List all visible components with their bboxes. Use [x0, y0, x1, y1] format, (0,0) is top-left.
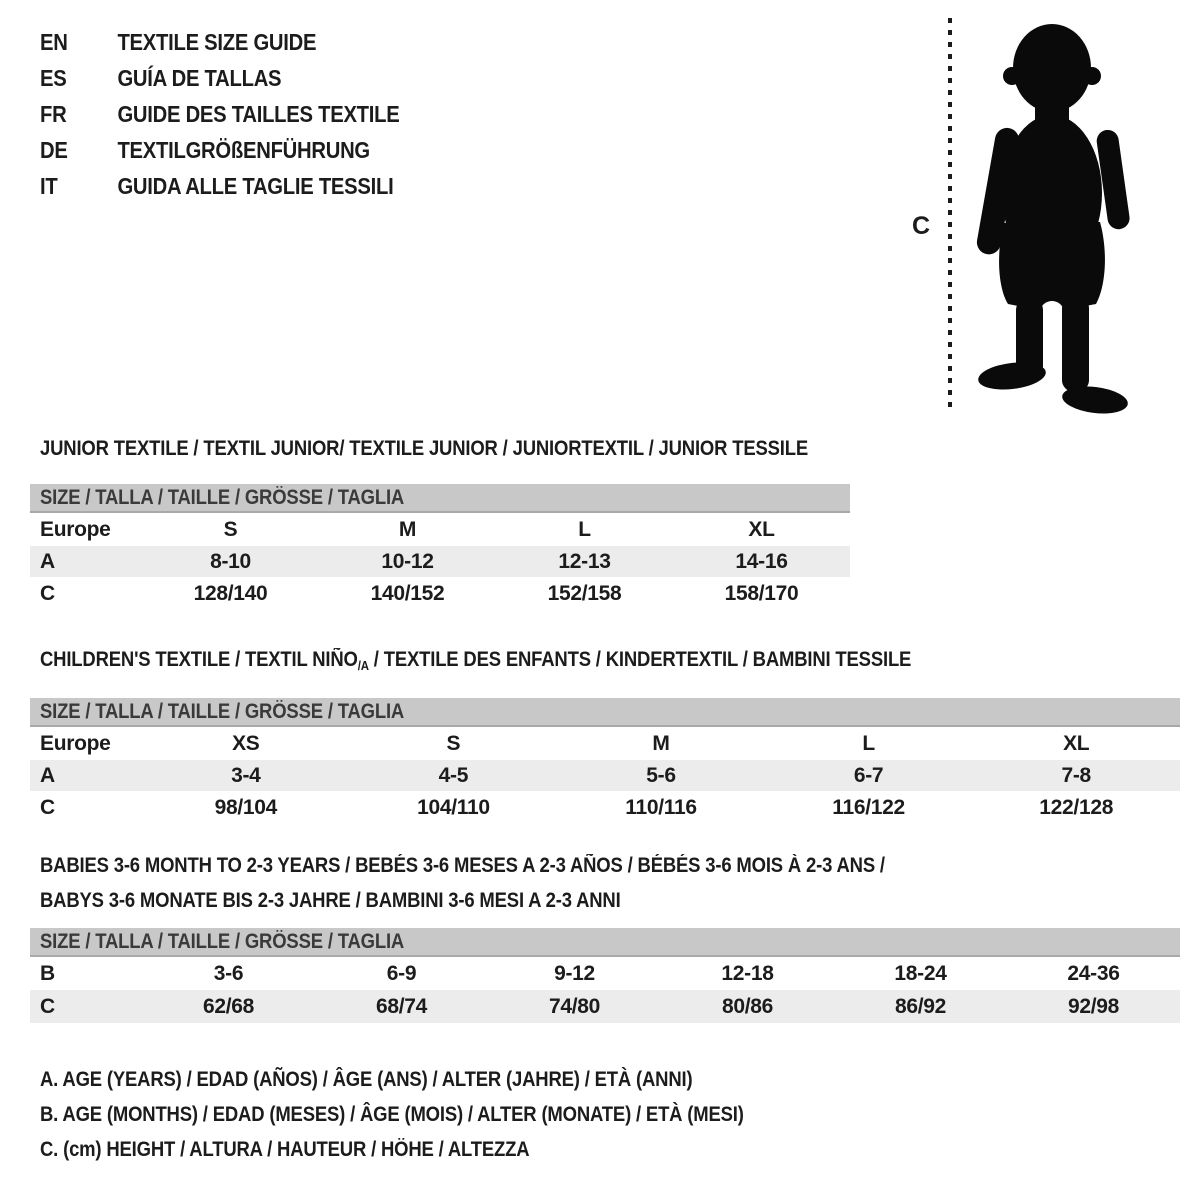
age-cell: 3-6	[213, 961, 244, 985]
language-label: GUIDE DES TAILLES TEXTILE	[117, 100, 400, 127]
legend-line-b: B. AGE (MONTHS) / EDAD (MESES) / ÂGE (MOIS) / ALTER (MONATE) / ETÀ (MESI)	[40, 1103, 744, 1126]
table-row-europe	[30, 727, 1180, 760]
size-cell: XL	[1063, 731, 1090, 755]
height-cell: 62/68	[202, 994, 255, 1018]
height-cell: 140/152	[370, 582, 445, 605]
row-label: Europe	[40, 517, 111, 541]
size-cell: L	[862, 731, 875, 755]
table-row-height	[30, 791, 1180, 825]
legend-line-a: A. AGE (YEARS) / EDAD (AÑOS) / ÂGE (ANS) / ALTER (JAHRE) / ETÀ (ANNI)	[40, 1068, 693, 1091]
size-header-text: SIZE / TALLA / TAILLE / GRÖSSE / TAGLIA	[40, 700, 405, 723]
height-cell: 104/110	[417, 796, 490, 819]
section-junior-textile	[30, 437, 850, 611]
measure-legend	[40, 1062, 840, 1167]
size-cell: L	[578, 517, 591, 541]
table-row-height	[30, 990, 1180, 1023]
row-label: A	[40, 763, 55, 787]
height-cell: 98/104	[214, 796, 278, 819]
nino-a-subscript: /A	[357, 658, 369, 673]
height-cell: 74/80	[548, 994, 601, 1018]
table-row-age	[30, 760, 1180, 791]
size-header-bar	[30, 698, 1180, 727]
age-cell: 18-24	[894, 961, 947, 985]
row-label: A	[40, 549, 55, 573]
table-row-age-months	[30, 957, 1180, 990]
language-row-en	[40, 24, 399, 60]
age-cell: 12-18	[721, 961, 774, 985]
row-label: C	[40, 994, 55, 1018]
table-row-age	[30, 546, 850, 577]
table-row-height	[30, 577, 850, 611]
language-code: ES	[40, 64, 67, 91]
height-measure-label: C	[912, 212, 931, 240]
age-cell: 8-10	[210, 549, 251, 573]
size-header-text: SIZE / TALLA / TAILLE / GRÖSSE / TAGLIA	[40, 486, 405, 509]
section-childrens-textile	[30, 648, 1180, 825]
age-cell: 3-4	[231, 763, 261, 787]
size-cell: S	[223, 517, 238, 541]
height-cell: 110/116	[625, 796, 697, 819]
toddler-figure	[900, 8, 1150, 428]
section-title	[30, 437, 850, 461]
row-label: B	[40, 961, 55, 985]
row-label: C	[40, 582, 55, 605]
size-header-bar	[30, 484, 850, 513]
language-label: GUÍA DE TALLAS	[117, 64, 282, 91]
age-cell: 7-8	[1061, 763, 1091, 787]
size-cell: S	[446, 731, 461, 755]
age-cell: 12-13	[558, 549, 611, 573]
size-header-bar	[30, 928, 1180, 957]
height-cell: 68/74	[375, 994, 428, 1018]
language-label: GUIDA ALLE TAGLIE TESSILI	[117, 172, 394, 199]
age-cell: 14-16	[735, 549, 788, 573]
language-row-fr	[40, 96, 399, 132]
table-row-europe	[30, 513, 850, 546]
size-cell: M	[398, 517, 417, 541]
height-cell: 92/98	[1067, 994, 1120, 1018]
height-cell: 152/158	[547, 582, 622, 605]
size-header-text: SIZE / TALLA / TAILLE / GRÖSSE / TAGLIA	[40, 930, 405, 953]
size-cell: XS	[232, 731, 260, 755]
section-title-text: CHILDREN'S TEXTILE / TEXTIL $NIÑO_{/A}$ / TEXTILE DES ENFANTS / KINDERTEXTIL / BAMBINI TESSILE	[40, 648, 912, 673]
size-cell: XL	[748, 517, 775, 541]
age-cell: 4-5	[438, 763, 469, 787]
age-cell: 6-9	[386, 961, 417, 985]
age-cell: 5-6	[646, 763, 676, 787]
age-cell: 10-12	[381, 549, 434, 573]
language-row-es	[40, 60, 399, 96]
language-row-it	[40, 168, 399, 204]
section-title-text: JUNIOR TEXTILE / TEXTIL JUNIOR/ TEXTILE JUNIOR / JUNIORTEXTIL / JUNIOR TESSILE	[40, 437, 809, 460]
height-cell: 80/86	[721, 994, 774, 1018]
age-cell: 6-7	[853, 763, 884, 787]
language-code: EN	[40, 28, 68, 55]
section-title	[30, 648, 1180, 678]
height-cell: 116/122	[832, 796, 905, 819]
size-cell: M	[652, 731, 670, 755]
language-code: DE	[40, 136, 68, 163]
height-cell: 158/170	[724, 582, 799, 605]
height-cell: 86/92	[894, 994, 947, 1018]
language-code: IT	[40, 172, 58, 199]
language-label: TEXTILE SIZE GUIDE	[117, 28, 317, 55]
language-label: TEXTILGRÖßENFÜHRUNG	[117, 136, 370, 163]
row-label: Europe	[40, 731, 111, 755]
legend-line-c: C. (cm) HEIGHT / ALTURA / HAUTEUR / HÖHE / ALTEZZA	[40, 1138, 530, 1161]
toddler-silhouette-icon	[900, 8, 1150, 428]
toddler-silhouette-shape	[975, 24, 1131, 417]
language-row-de	[40, 132, 399, 168]
height-cell: 122/128	[1039, 796, 1114, 819]
language-title-list	[40, 24, 449, 204]
language-code: FR	[40, 100, 67, 127]
age-cell: 9-12	[554, 961, 595, 985]
section-title-line-1: BABIES 3-6 MONTH TO 2-3 YEARS / BEBÉS 3-6 MESES A 2-3 AÑOS / BÉBÉS 3-6 MOIS À 2-3 ANS /	[40, 854, 885, 877]
height-cell: 128/140	[193, 582, 268, 605]
section-title-line-2: BABYS 3-6 MONATE BIS 2-3 JAHRE / BAMBINI 3-6 MESI A 2-3 ANNI	[40, 889, 621, 912]
section-babies-textile	[30, 848, 1180, 1023]
age-cell: 24-36	[1067, 961, 1120, 985]
row-label: C	[40, 796, 55, 819]
